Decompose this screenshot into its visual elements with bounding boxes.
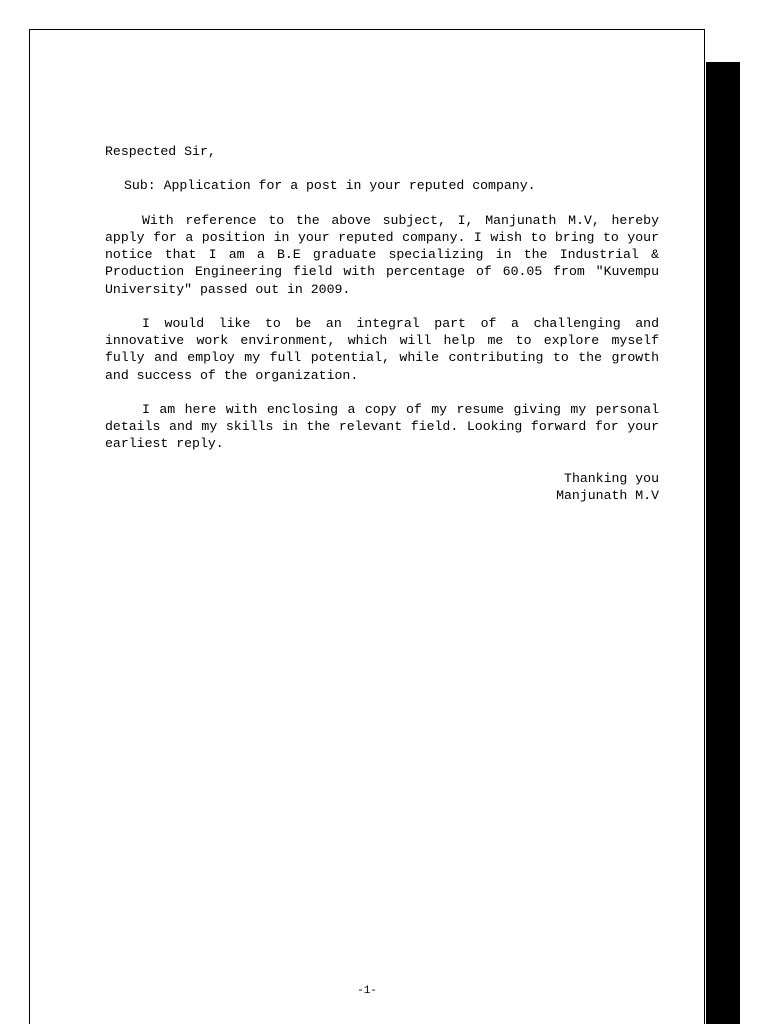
- page-number: -1-: [357, 985, 377, 997]
- cover-letter: [105, 143, 659, 504]
- closing-line: Thanking you: [564, 470, 659, 486]
- document-page: [29, 29, 705, 1024]
- signature-name: Manjunath M.V: [556, 487, 659, 503]
- body-paragraph-2: I would like to be an integral part of a challenging and innovative work environment, which will help me to explore myself fully and employ my full potential, while contributing to the growth and success of the organization.: [105, 315, 659, 383]
- body-paragraph-3: I am here with enclosing a copy of my resume giving my personal details and my skills in the relevant field. Looking forward for your earliest reply.: [105, 401, 659, 452]
- page-shadow: [706, 62, 740, 1024]
- salutation: Respected Sir,: [105, 144, 216, 159]
- body-paragraph-1: With reference to the above subject, I, Manjunath M.V, hereby apply for a position in your reputed company. I wish to bring to your notice that I am a B.E graduate specializing in the Industrial & Production Engineering field with percentage of 60.05 from "Kuvempu University" passed out in 2009.: [105, 212, 659, 297]
- subject-line: Sub: Application for a post in your reputed company.: [124, 178, 536, 194]
